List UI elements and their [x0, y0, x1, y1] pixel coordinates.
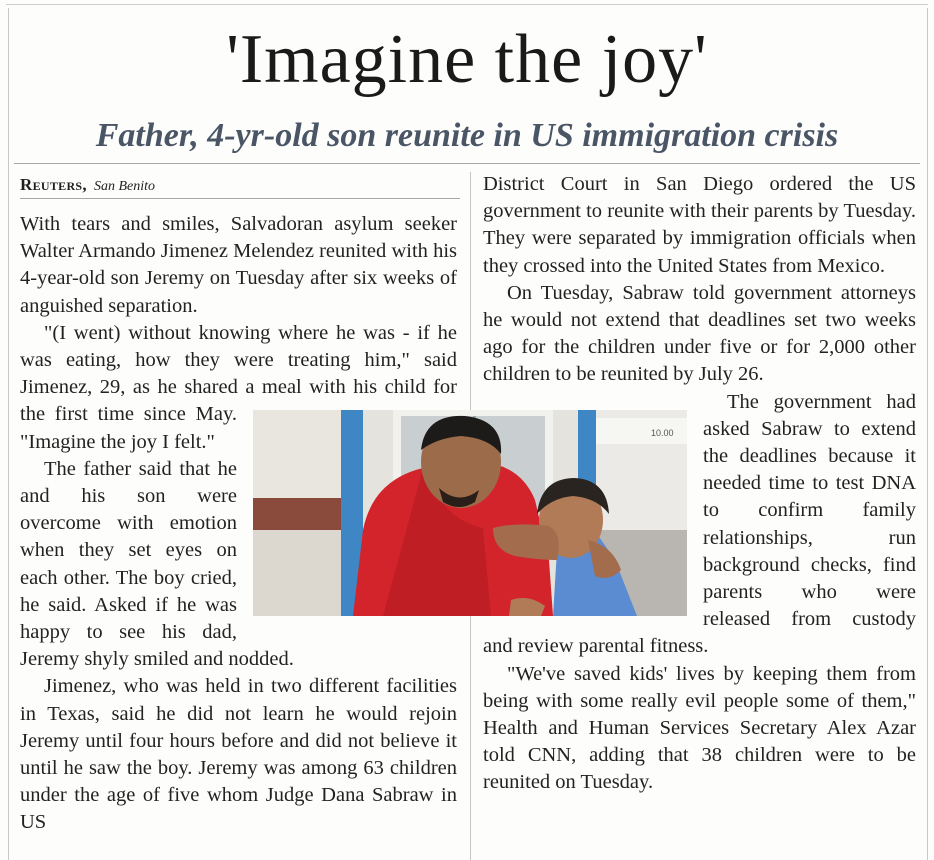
photo-sign-text: 10.00	[651, 428, 674, 438]
photo-father-son-embrace	[253, 410, 687, 616]
article-paragraph: "(I went) without knowing where he was - if he was eating, how they were treating him," said Jimenez, 29, as he shared a meal with his child for the first time since May. "Imagine the joy I felt."	[20, 321, 457, 453]
subhead-divider	[14, 163, 920, 164]
article-paragraph: Jimenez, who was held in two different facilities in Texas, said he did not learn he would rejoin Jeremy until four hours before and did not believe it until he saw the boy. Jeremy was among 63 children under the age of five whom Judge Dana Sabraw in US	[20, 675, 457, 834]
byline-agency: Reuters,	[20, 175, 87, 194]
article-paragraph: The government had asked Sabraw to extend the deadlines because it needed time to test DNA to confirm family relationships, run background checks, find parents who were released from custody and review parental fitness.	[483, 390, 916, 658]
byline	[20, 172, 460, 199]
byline-dateline: San Benito	[93, 179, 155, 194]
article-paragraph: On Tuesday, Sabraw told government attorneys he would not extend that deadlines set two weeks ago for the children under five or for 2,000 other children to be reunited by July 26.	[483, 281, 916, 386]
news-photo	[253, 410, 687, 616]
top-border	[6, 4, 928, 5]
subheadline: Father, 4-yr-old son reunite in US immigration crisis	[95, 117, 839, 154]
article-paragraph: With tears and smiles, Salvadoran asylum seeker Walter Armando Jimenez Melendez reunited with his 4-year-old son Jeremy on Tuesday after six weeks of anguished separation.	[20, 213, 457, 317]
article-paragraph: The father said that he and his son were overcome with emotion when they set eyes on each other. The boy cried, he said. Asked if he was happy to see his dad, Jeremy shyly smiled and nodded.	[20, 457, 294, 671]
headline: 'Imagine the joy'	[226, 21, 708, 98]
article-paragraph: "We've saved kids' lives by keeping them from being with some really evil people some of them," Health and Human Services Secretary Alex Azar told CNN, adding that 38 children were to be reunited on Tuesday.	[483, 662, 916, 794]
article-paragraph: District Court in San Diego ordered the US government to reunite with their parents by Tuesday. They were separated by immigration officials when they crossed into the United States from Mexico.	[483, 173, 916, 277]
